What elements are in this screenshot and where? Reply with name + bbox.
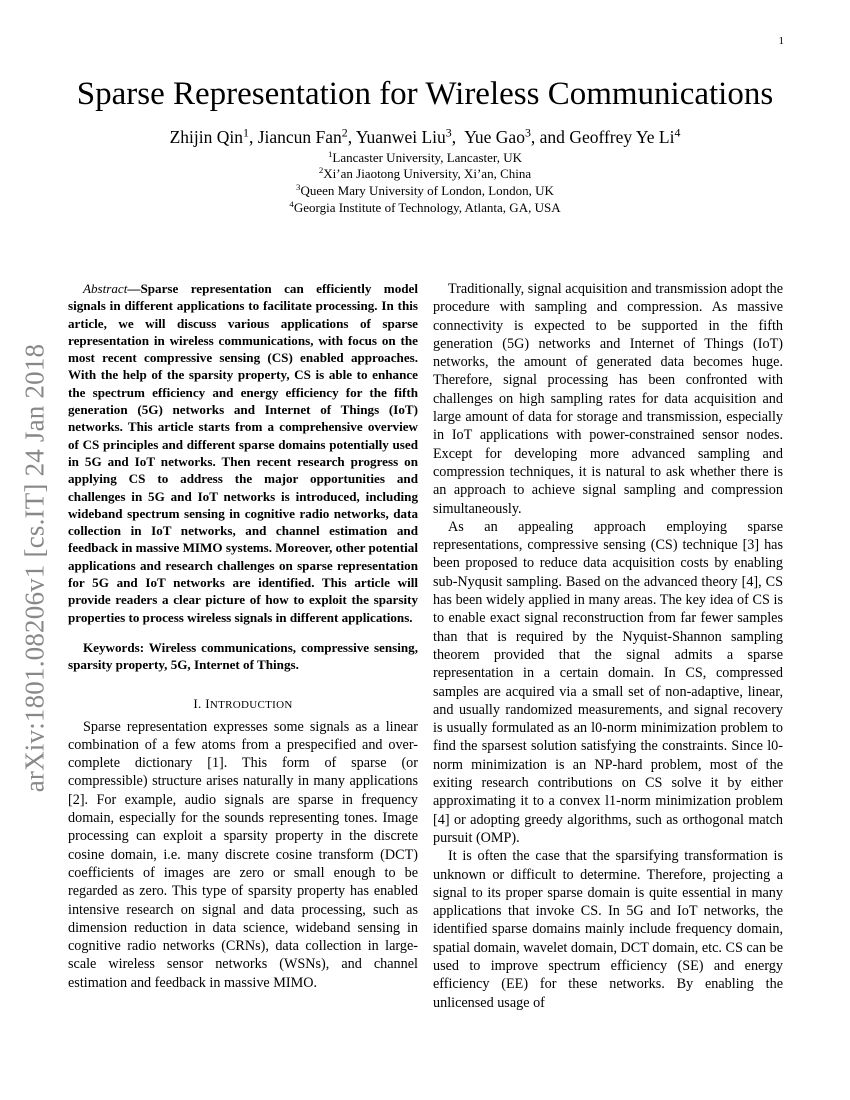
affiliation: $^4$Georgia Institute of Technology, Atlanta, GA, USA [289, 199, 561, 215]
author: Yue Gao$^3$, and [464, 125, 570, 147]
author: Yuanwei Liu$^3$, [355, 125, 465, 147]
arxiv-stamp-text: arXiv:1801.08206v1 [cs.IT] 24 Jan 2018 [19, 343, 50, 793]
author: Jiancun Fan$^2$, [257, 125, 356, 147]
author-list [0, 127, 850, 148]
affiliation: $^2$Xi’an Jiaotong University, Xi’an, China [318, 165, 532, 181]
section-heading: I. INTRODUCTION [193, 695, 293, 711]
abstract-text: Sparse representation can efficiently model signals in different applications to facilitate processing. In this article, we will discuss various applications of sparse representation in wireless communications, with focus on the most recent compressive sensing (CS) enabled approaches. With the help of the sparsity property, CS is able to enhance the spectrum efficiency and energy efficiency for the fifth generation (5G) networks and Internet of Things (IoT) networks. This article starts from a comprehensive overview of CS principles and different sparse domains potentially used in 5G and IoT networks. Then recent research progress on applying CS to address the major opportunities and challenges in 5G and IoT networks is introduced, including wideband spectrum sensing in cognitive radio networks, data collection in IoT networks, and channel estimation and feedback in massive MIMO systems. Moreover, other potential applications and research challenges on sparse representation for 5G and IoT networks are identified. This article will provide readers a clear picture of how to exploit the sparsity properties to process wireless signals in different applications. [68, 281, 418, 625]
paragraph: It is often the case that the sparsifying transformation is unknown or difficult to determine. Therefore, projecting a signal to its proper sparse domain is quite essential in many applications that invoke CS. In 5G and IoT networks, the identified sparse domains mainly include frequency domain, spatial domain, wavelet domain, DCT domain, etc. CS can be used to improve spectrum efficiency (SE) and energy efficiency (EE) for these networks. By enabling the unlicensed usage of [433, 848, 784, 1011]
intro-body-continued [433, 280, 783, 1012]
keywords: Keywords: Wireless communications, compressive sensing, sparsity property, 5G, Internet of Things. [68, 639, 418, 673]
page-number: 1 [778, 35, 784, 47]
affiliation: $^1$Lancaster University, Lancaster, UK [327, 149, 522, 165]
paragraph: Sparse representation expresses some signals as a linear combination of a few atoms from a prespecified and over-complete dictionary [1]. This form of sparse (or compressible) structure arises naturally in many applications [2]. For example, audio signals are sparse in frequency domain, especially for the sounds representing tones. Image processing can exploit a sparsity property in the discrete cosine domain, i.e. many discrete cosine transform (DCT) coefficients of images are zero or small enough to be regarded as zero. This type of sparsity property has enabled intensive research on signal and data processing, such as dimension reduction in data science, wideband sensing in cognitive radio networks (CRNs), data collection in large-scale wireless sensor networks (WSNs), and channel estimation and feedback in massive MIMO. [68, 718, 418, 991]
abstract-label: Abstract [83, 281, 128, 296]
author: Geoffrey Ye Li$^4$ [569, 125, 681, 147]
left-column [68, 280, 418, 992]
paragraph: Traditionally, signal acquisition and transmission adopt the procedure with sampling and compression. As massive connectivity is expected to be supported in the fifth generation (5G) networks and Internet of Things (IoT) networks, the amount of generated data becomes huge. Therefore, signal processing has been confronted with challenges on high sampling rates for data acquisition and large amount of data for storage and transmission, especially in IoT applications with power-constrained sensor nodes. Except for developing more advanced sampling and compression techniques, it is natural to ask whether there is an approach to achieve signal sampling and compression simultaneously. [433, 281, 783, 517]
right-column [433, 280, 783, 1012]
paper-title: Sparse Representation for Wireless Communications [76, 76, 774, 112]
abstract: Abstract—Sparse representation can efficiently model signals in different applications to facilitate processing. In this article, we will discuss various applications of sparse representation in wireless communications, with focus on the most recent compressive sensing (CS) enabled approaches. With the help of the sparsity property, CS is able to enhance the spectrum efficiency and energy efficiency for the fifth generation (5G) networks and Internet of Things (IoT) networks. This article starts from a comprehensive overview of CS principles and different sparse domains potentially used in 5G and IoT networks. Then recent research progress on applying CS to address the major opportunities and challenges in 5G and IoT networks is introduced, including wideband spectrum sensing in cognitive radio networks, data collection in IoT networks, and channel estimation and feedback in massive MIMO systems. Moreover, other potential applications and research challenges on sparse representation for 5G and IoT networks are identified. This article will provide readers a clear picture of how to exploit the sparsity properties to process wireless signals in different applications. [68, 281, 418, 625]
affiliation: $^3$Queen Mary University of London, London, UK [296, 182, 554, 198]
intro-body [68, 718, 418, 992]
paragraph: As an appealing approach employing sparse representations, compressive sensing (CS) technique [3] has been proposed to reduce data acquisition costs by enabling sub-Nyqusit sampling. Based on the advanced theory [4], CS has been widely applied in many areas. The key idea of CS is to enable exact signal reconstruction from far fewer samples than that is required by the Nyquist-Shannon sampling theorem provided that the signal admits a sparse representation in a certain domain. In CS, compressed samples are acquired via a small set of non-adaptive, linear, and usually randomized measurements, and signal recovery is usually formulated as an l0-norm minimization problem to find the sparsest solution satisfying the constraints. Since l0-norm minimization is an NP-hard problem, most of the exiting research contributions on CS solve it by either approximating it to a convex l1-norm minimization problem [4] or adopting greedy algorithms, such as orthogonal match pursuit (OMP). [433, 518, 783, 846]
author: Zhijin Qin$^1$, [169, 125, 258, 147]
